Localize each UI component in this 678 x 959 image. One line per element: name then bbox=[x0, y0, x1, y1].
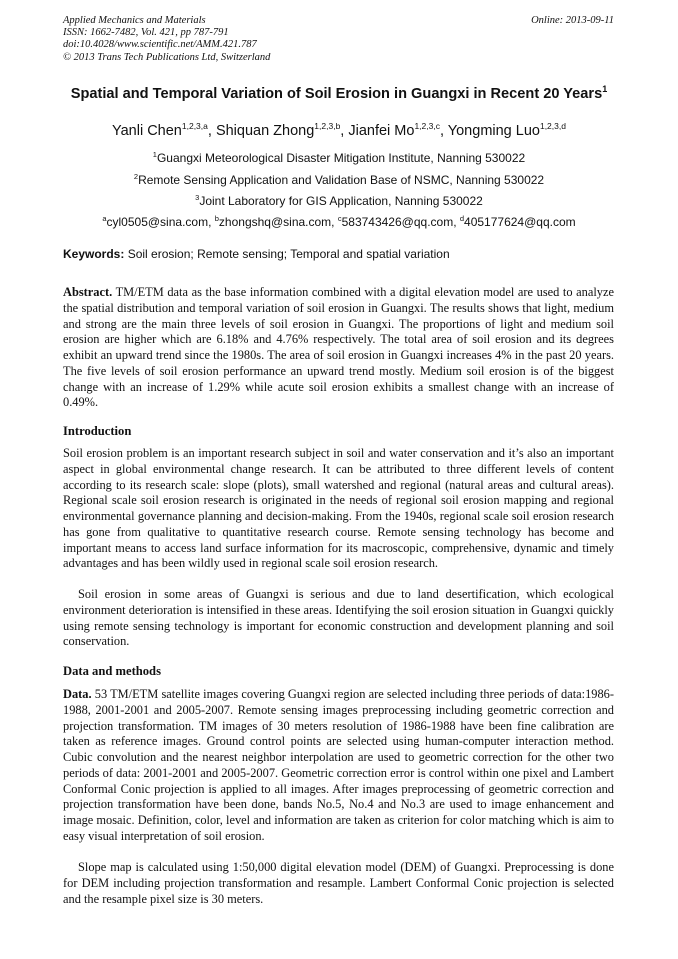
online-date: Online: 2013-09-11 bbox=[531, 15, 614, 26]
keywords-label: Keywords: bbox=[63, 247, 125, 261]
data-paragraph-text: 53 TM/ETM satellite images covering Guangxi region are selected including three periods of data:1986-1988, 2001-2001 and 2005-2007. Remote sensing images preprocessing including geometric correction and projection transformation. TM images of 30 meters resolution of 1986-1988 have been fine calibration are taken as reference images. Ground control points are selected using human-computer interaction method. Cubic convolution and the nearest neighbor interpolation are used to geometric correction for the other two periods of data: 2001-2001 and 2005-2007. Geometric correction error is control within one pixel and Lambert Conformal Conic projection is applied to all images. After images preprocessing of geometric correction and projection transformation have been done, bands No.5, No.4 and No.3 are used to image enhancement and image mosaic. Definition, color, level and information are taken as criterion for color matching which is aim to easy visual interpretation of soil erosion. bbox=[63, 687, 614, 843]
affiliation-sup: 2 bbox=[133, 172, 139, 181]
abstract bbox=[63, 285, 614, 411]
methods-data-paragraph bbox=[63, 687, 614, 845]
journal-name: Applied Mechanics and Materials bbox=[63, 15, 206, 26]
author-name: Yongming Luo bbox=[447, 123, 540, 139]
abstract-label: Abstract. bbox=[63, 285, 113, 299]
affiliation bbox=[30, 193, 648, 208]
introduction-paragraph-1: Soil erosion problem is an important research subject in soil and water conservation and it’s also an important aspect in global environmental change research. It can be attributed to three different levels of content according to its research scale: slope (plots), small watershed and regional (natural areas and cultural areas). Regional scale soil erosion research is originated in the needs of regional soil erosion mapping and regional environmental governance planning and decision-making. From the 1940s, regional scale soil erosion research has gone from qualitative to quantitative research course. Remote sensing technology has become and important means to access land surface information for its macroscopic, comprehensive, dynamic and timely advantages and has been wildly used in regional scale soil erosion research. bbox=[63, 446, 614, 571]
affiliation-sup: 3 bbox=[195, 193, 200, 202]
affiliation bbox=[30, 172, 648, 187]
paper-title bbox=[60, 80, 618, 104]
title-footnote: 1 bbox=[602, 84, 608, 94]
email-address: 583743426@qq.com, bbox=[341, 215, 460, 229]
email-sup: a bbox=[102, 214, 107, 223]
affiliation bbox=[30, 150, 648, 165]
issn-line: ISSN: 1662-7482, Vol. 421, pp 787-791 bbox=[63, 27, 229, 39]
email-sup: c bbox=[337, 214, 342, 223]
title-text: Spatial and Temporal Variation of Soil Erosion in Guangxi in Recent 20 Years bbox=[70, 85, 603, 102]
email-list bbox=[30, 214, 648, 229]
author-list: Yanli Chen$^{1,2,3,a}$, Shiquan Zhong$^{1,2,3,b}$, Jianfei Mo$^{1,2,3,c}$, Yongming Luo$^{1,2,3,d}$ bbox=[112, 121, 566, 139]
author-sup: 1,2,3,b bbox=[314, 121, 341, 131]
copyright-line: © 2013 Trans Tech Publications Ltd, Switzerland bbox=[63, 51, 271, 63]
introduction-heading: Introduction bbox=[63, 424, 132, 438]
author-name: Jianfei Mo bbox=[348, 123, 415, 139]
email-sup: d bbox=[459, 214, 465, 223]
keywords-text: Soil erosion; Remote sensing; Temporal and spatial variation bbox=[124, 247, 450, 261]
keywords bbox=[63, 247, 450, 261]
email-address: cyl0505@sina.com, bbox=[106, 215, 215, 229]
affiliation-text: Remote Sensing Application and Validation Base of NSMC, Nanning 530022 bbox=[138, 173, 545, 187]
affiliation-sup: 1 bbox=[152, 150, 157, 159]
email-address: 405177624@qq.com bbox=[464, 215, 576, 229]
author-name: Shiquan Zhong bbox=[215, 123, 315, 139]
methods-slope-paragraph: Slope map is calculated using 1:50,000 digital elevation model (DEM) of Guangxi. Preprocessing is done for DEM including projection transformation and resample. Lambert Conformal Conic projection is selected and the resample pixel size is 30 meters. bbox=[63, 860, 614, 906]
journal-header bbox=[63, 15, 270, 64]
doi-line: doi:10.4028/www.scientific.net/AMM.421.787 bbox=[63, 39, 257, 51]
affiliation-text: Joint Laboratory for GIS Application, Nanning 530022 bbox=[199, 194, 483, 208]
data-label: Data. bbox=[63, 687, 92, 701]
abstract-text: TM/ETM data as the base information combined with a digital elevation model are used to analyze the spatial distribution and temporal variation of soil erosion in Guangxi. The results shows that light, medium and strong are the main three levels of soil erosion in Guangxi. The proportions of light and medium soil erosion are higher which are 6.18% and 4.76% respectively. The total area of soil erosion and its degrees exhibit an upward trend since the 1980s. The area of soil erosion in Guangxi increases 4% in the past 20 years. The five levels of soil erosion performance an upward trend mostly. Medium soil erosion is of the biggest change with an increase of 1.29% while acute soil erosion exhibits a smallest change with an increase of 0.49%. bbox=[63, 285, 614, 410]
author-name: Yanli Chen bbox=[112, 123, 182, 139]
author-sup: 1,2,3,a bbox=[181, 121, 208, 131]
author-sup: 1,2,3,c bbox=[414, 121, 440, 131]
email-address: zhongshq@sina.com, bbox=[218, 215, 338, 229]
affiliation-text: Guangxi Meteorological Disaster Mitigation Institute, Nanning 530022 bbox=[156, 151, 526, 165]
author-sup: 1,2,3,d bbox=[539, 121, 566, 131]
introduction-paragraph-2: Soil erosion in some areas of Guangxi is serious and due to land desertification, which ecological environment deterioration is intensified in these areas. Identifying the soil erosion situation in Guangxi quickly using remote sensing technology is important for economic construction and development planning and soil conservation. bbox=[63, 587, 614, 649]
methods-heading: Data and methods bbox=[63, 664, 161, 678]
email-sup: b bbox=[214, 214, 219, 223]
